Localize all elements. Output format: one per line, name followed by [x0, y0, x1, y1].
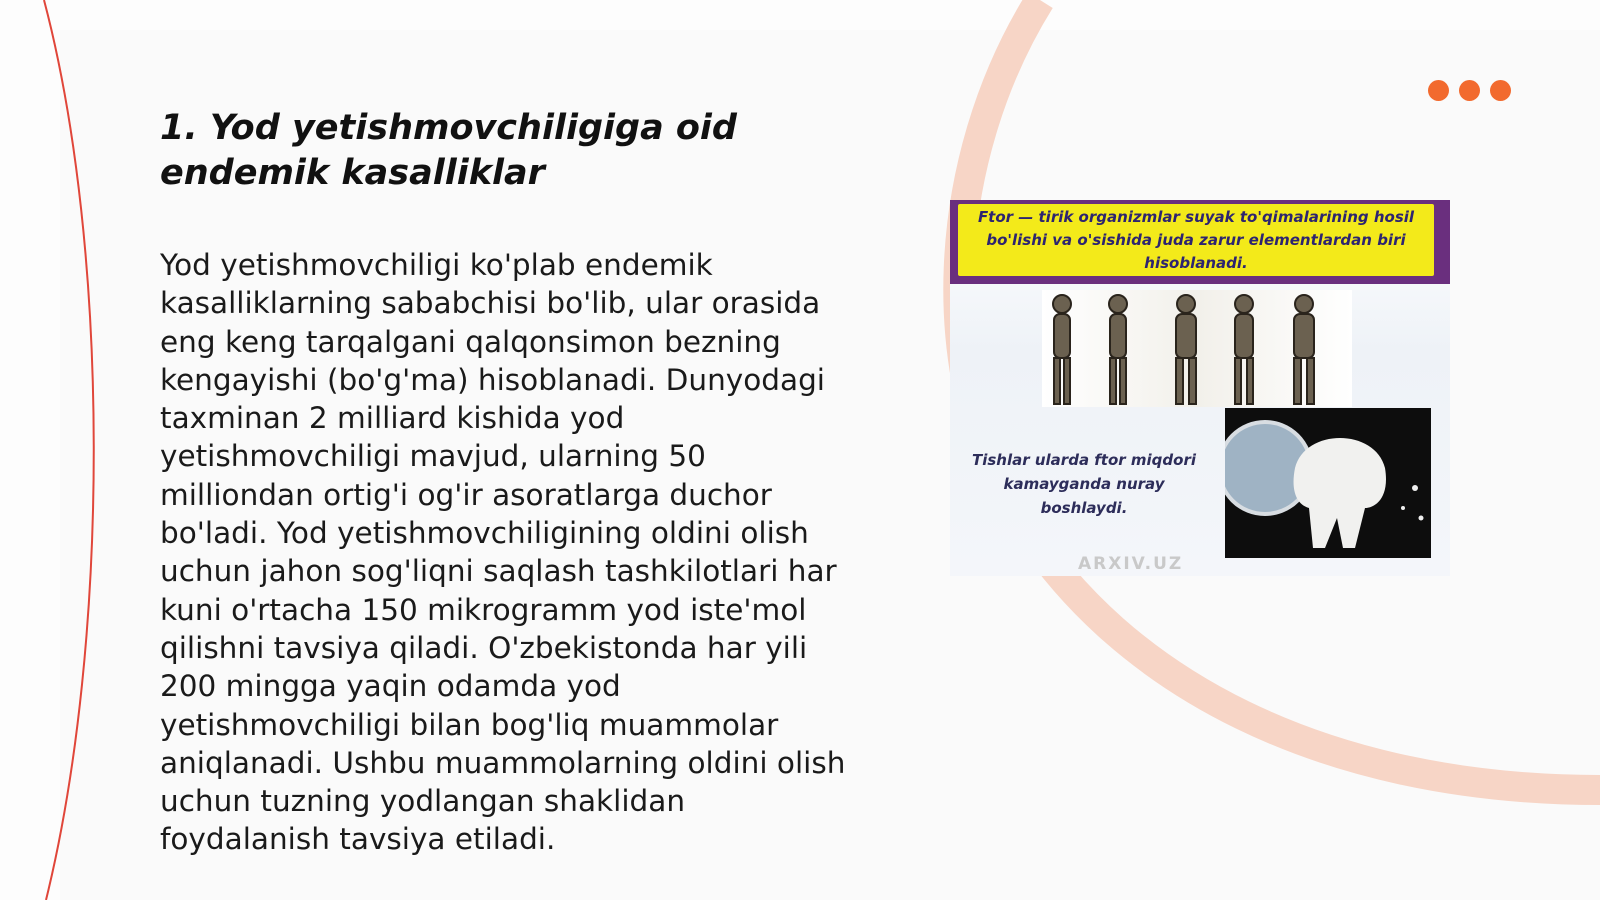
slide-title: 1. Yod yetishmovchiligiga oid endemik kasalliklar: [160, 108, 737, 193]
illustration-banner: [950, 200, 1450, 284]
skeleton-figure-icon: [1294, 295, 1314, 404]
skeleton-figure-icon: [1109, 295, 1127, 404]
tooth-mirror-icon: [1225, 408, 1431, 558]
fluoride-illustration: [950, 200, 1450, 576]
tooth-image: [1225, 408, 1431, 558]
dot-icon: [1459, 80, 1480, 101]
dot-icon: [1428, 80, 1449, 101]
skeleton-figure-icon: [1235, 295, 1253, 404]
illustration-caption: Tishlar ularda ftor miqdori kamayganda nuray boshlaydi.: [972, 451, 1196, 517]
skeleton-figure-icon: [1176, 295, 1196, 404]
skeletons-image: [1042, 290, 1352, 407]
watermark: ARXIV.UZ: [1078, 554, 1184, 574]
dot-icon: [1490, 80, 1511, 101]
banner-text: Ftor — tirik organizmlar suyak to'qimalarining hosil bo'lishi va o'sishida juda zarur elementlardan biri hisoblanadi.: [958, 204, 1434, 276]
skeleton-figures-icon: [1042, 290, 1352, 407]
menu-dots-icon: [1428, 80, 1511, 101]
skeleton-figure-icon: [1053, 295, 1071, 404]
slide-body-text: Yod yetishmovchiligi ko'plab endemik kasalliklarning sababchisi bo'lib, ular orasida eng keng tarqalgani qalqonsimon bezning kengayishi (bo'g'ma) hisoblanadi. Dunyodagi taxminan 2 milliard kishida yod yetishmovchiligi mavjud, ularning 50 milliondan ortig'i og'ir asoratlarga duchor bo'ladi. Yod yetishmovchiligining oldini olish uchun jahon sog'liqni saqlash tashkilotlari har kuni o'rtacha 150 mikrogramm yod iste'mol qilishni tavsiya qiladi. O'zbekistonda har yili 200 mingga yaqin odamda yod yetishmovchiligi bilan bog'liq muammolar aniqlanadi. Ushbu muammolarning oldini olish uchun tuzning yodlangan shaklidan foydalanish tavsiya etiladi.: [160, 248, 846, 857]
